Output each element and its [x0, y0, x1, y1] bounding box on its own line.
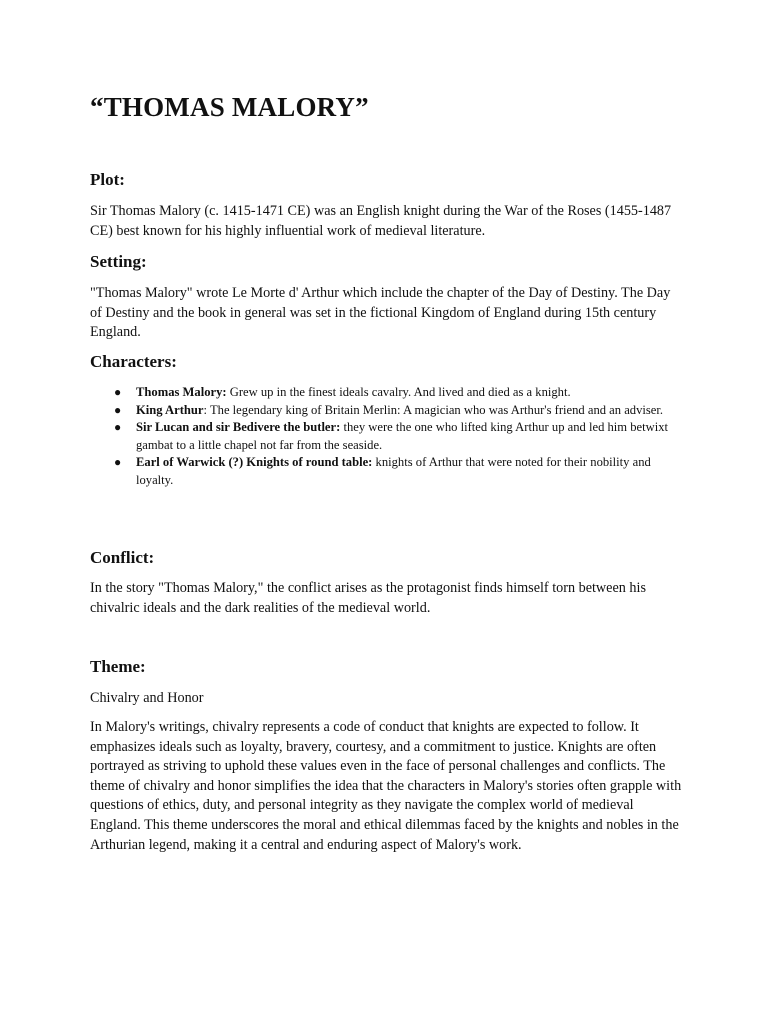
- bullet-icon: ●: [114, 402, 122, 417]
- character-name: Sir Lucan and sir Bedivere the butler:: [136, 420, 341, 435]
- bullet-icon: ●: [114, 385, 122, 399]
- character-description: : The legendary king of Britain Merlin: A magician who was Arthur's friend and an adviser.: [203, 402, 664, 417]
- theme-heading: Theme:: [90, 657, 146, 676]
- characters-list: [90, 384, 682, 490]
- list-item: [90, 454, 682, 489]
- list-item: [90, 419, 682, 454]
- character-name: Thomas Malory:: [136, 385, 227, 399]
- conflict-heading: Conflict:: [90, 548, 155, 567]
- plot-heading: Plot:: [90, 170, 125, 189]
- character-description: Grew up in the finest ideals cavalry. And lived and died as a knight.: [226, 385, 571, 399]
- theme-paragraph: In Malory's writings, chivalry represents a code of conduct that knights are expected to follow. It emphasizes ideals such as loyalty, bravery, courtesy, and a commitment to justice. Knights are often portrayed as striving to uphold these values even in the face of personal challenges and conflicts. The theme of chivalry and honor simplifies the idea that the characters in Malory's stories often grapple with questions of ethics, duty, and personal integrity as they navigate the complex world of medieval England. This theme underscores the moral and ethical dilemmas faced by the knights and nobles in the Arthurian legend, making it a central and enduring aspect of Malory's work.: [90, 719, 682, 853]
- conflict-paragraph: In the story "Thomas Malory," the conflict arises as the protagonist finds himself torn between his chivalric ideals and the dark realities of the medieval world.: [90, 580, 646, 616]
- bullet-icon: ●: [114, 420, 122, 435]
- character-description: they were the one who lifted king Arthur up and led him betwixt gambat to a little chapel not far from the seaside.: [136, 420, 669, 452]
- plot-paragraph: Sir Thomas Malory (c. 1415-1471 CE) was an English knight during the War of the Roses (1455-1487 CE) best known for his highly influential work of medieval literature.: [90, 203, 672, 239]
- list-item: [90, 384, 682, 402]
- setting-heading: Setting:: [90, 252, 147, 271]
- character-description: knights of Arthur that were noted for their nobility and loyalty.: [136, 455, 651, 487]
- document-title: “THOMAS MALORY”: [90, 92, 369, 122]
- characters-heading: Characters:: [90, 352, 177, 371]
- list-item: [90, 402, 682, 420]
- character-name: Earl of Warwick (?) Knights of round table:: [136, 455, 373, 470]
- character-name: King Arthur: [136, 402, 204, 417]
- setting-paragraph: "Thomas Malory" wrote Le Morte d' Arthur which include the chapter of the Day of Destiny. The Day of Destiny and the book in general was set in the fictional Kingdom of England during 15th century England.: [90, 285, 671, 341]
- theme-subheading: Chivalry and Honor: [90, 690, 204, 706]
- bullet-icon: ●: [114, 455, 122, 470]
